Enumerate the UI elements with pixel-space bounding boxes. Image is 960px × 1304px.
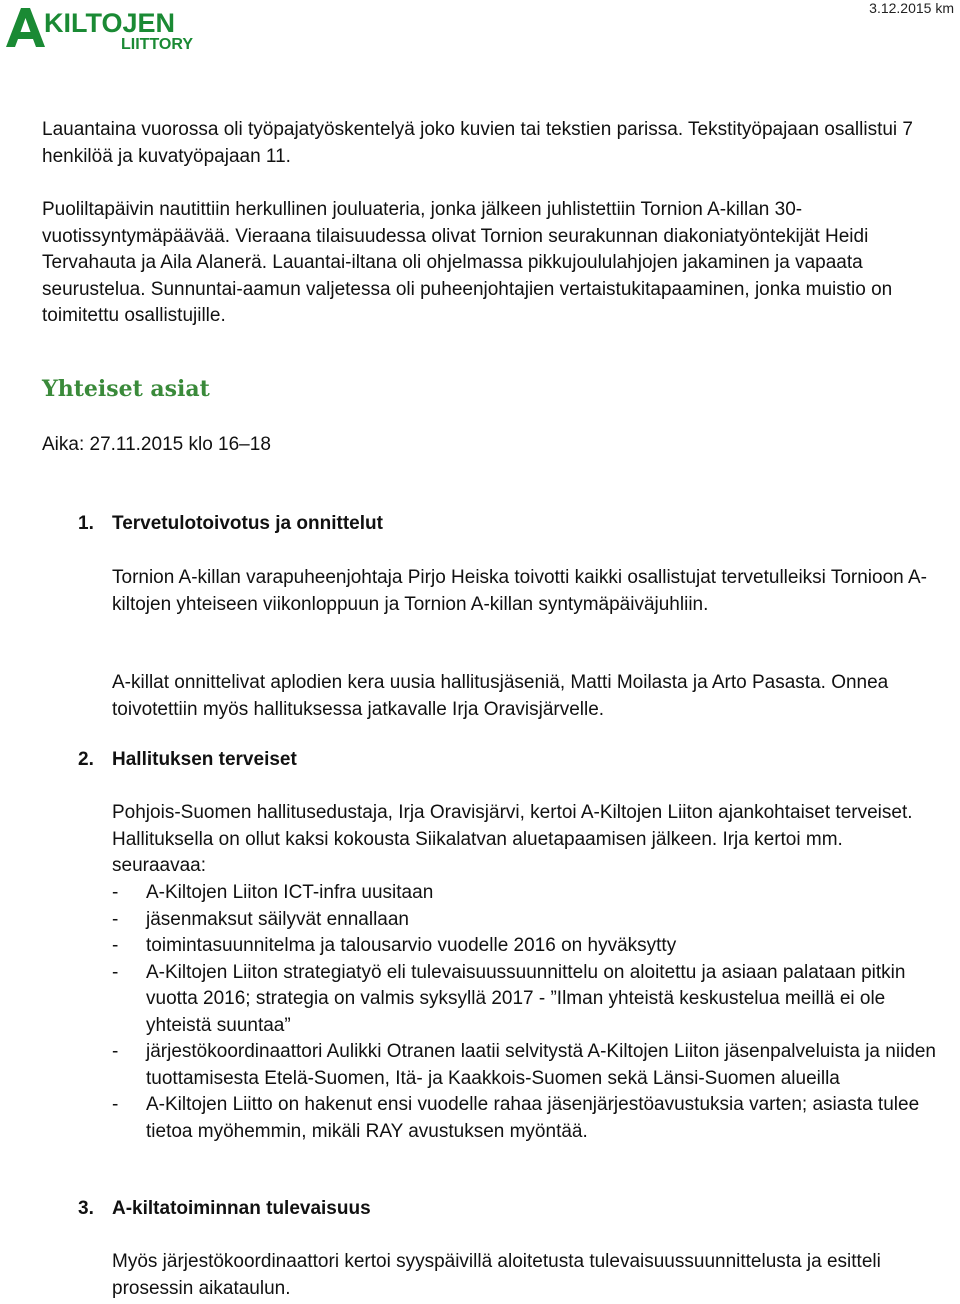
section-1-title-text: Tervetulotoivotus ja onnittelut	[112, 513, 383, 534]
section-2-title	[78, 747, 297, 773]
section-3-paragraph: Myös järjestökoordinaattori kertoi syyspäivillä aloitetusta tulevaisuussuunnittelusta ja esitteli prosessin aikataulun.	[112, 1251, 881, 1299]
section-2-number: 2.	[78, 749, 94, 770]
list-item: - A-Kiltojen Liiton strategiatyö eli tulevaisuussuunnittelu on aloitettu ja asiaan palataan pitkin vuotta 2016; strategia on valmis syksyllä 2017 - ”Ilman yhteistä keskustelua meillä ei ole yhteistä suuntaa”	[112, 961, 906, 1036]
section-3-number: 3.	[78, 1198, 94, 1219]
intro-paragraph-1: Lauantaina vuorossa oli työpajatyöskentelyä joko kuvien tai tekstien parissa. Tekstityöpajaan osallistui 7 henkilöä ja kuvatyöpajaan 11.	[42, 119, 913, 167]
section-2-bullet-list	[112, 880, 952, 1145]
list-item: - A-Kiltojen Liiton ICT-infra uusitaan	[112, 882, 434, 903]
document-date: 3.12.2015 km	[869, 0, 954, 16]
section-3-title	[78, 1196, 371, 1222]
intro-paragraph-2: Puoliltapäivin nautittiin herkullinen jouluateria, jonka jälkeen juhlistettiin Tornion A-killan 30-vuotissyntymäpäävää. Vieraana tilaisuudessa olivat Tornion seurakunnan diakoniatyöntekijät Heidi Tervahauta ja Aila Alanerä. Lauantai-iltana oli ohjelmassa pikkujoululahjojen jakaminen ja vapaata seurustelua. Sunnuntai-aamun valjetessa oli puheenjohtajien vertaistukitapaaminen, jonka muistio on toimitettu osallistujille.	[42, 199, 893, 326]
list-item: - A-Kiltojen Liitto on hakenut ensi vuodelle rahaa jäsenjärjestöavustuksia varten; asiasta tulee tietoa myöhemmin, mikäli RAY avustuksen myöntää.	[112, 1094, 920, 1142]
logo-text-main: KILTOJEN	[44, 8, 176, 38]
a-kiltojen-liitto-logo	[4, 3, 199, 51]
logo-text-sub: LIITTORY	[121, 36, 193, 51]
meeting-time: Aika: 27.11.2015 klo 16–18	[42, 434, 271, 455]
section-1-paragraph-2: A-killat onnittelivat aplodien kera uusia hallitusjäseniä, Matti Moilasta ja Arto Pasasta. Onnea toivotettiin myös hallituksessa jatkavalle Irja Oravisjärvelle.	[112, 672, 889, 720]
section-1-number: 1.	[78, 513, 94, 534]
section-heading: Yhteiset asiat	[42, 376, 210, 402]
list-item: - toimintasuunnitelma ja talousarvio vuodelle 2016 on hyväksytty	[112, 935, 677, 956]
list-item: - järjestökoordinaattori Aulikki Otranen laatii selvitystä A-Kiltojen Liiton jäsenpalveluista ja niiden tuottamisesta Etelä-Suomen, Itä- ja Kaakkois-Suomen sekä Länsi-Suomen alueilla	[112, 1041, 936, 1089]
section-3-title-text: A-kiltatoiminnan tulevaisuus	[112, 1198, 371, 1219]
section-2-paragraph: Pohjois-Suomen hallitusedustaja, Irja Oravisjärvi, kertoi A-Kiltojen Liiton ajankohtaiset terveiset. Hallituksella on ollut kaksi kokousta Siikalatvan aluetapaamisen jälkeen. Irja kertoi mm. seuraavaa:	[112, 802, 913, 876]
list-item: - jäsenmaksut säilyvät ennallaan	[112, 908, 409, 930]
section-1-title	[78, 511, 383, 537]
section-2-title-text: Hallituksen terveiset	[112, 749, 297, 770]
section-1-paragraph-1: Tornion A-killan varapuheenjohtaja Pirjo Heiska toivotti kaikki osallistujat tervetulleiksi Tornioon A-kiltojen yhteiseen viikonloppuun ja Tornion A-killan syntymäpäiväjuhliin.	[112, 567, 927, 615]
